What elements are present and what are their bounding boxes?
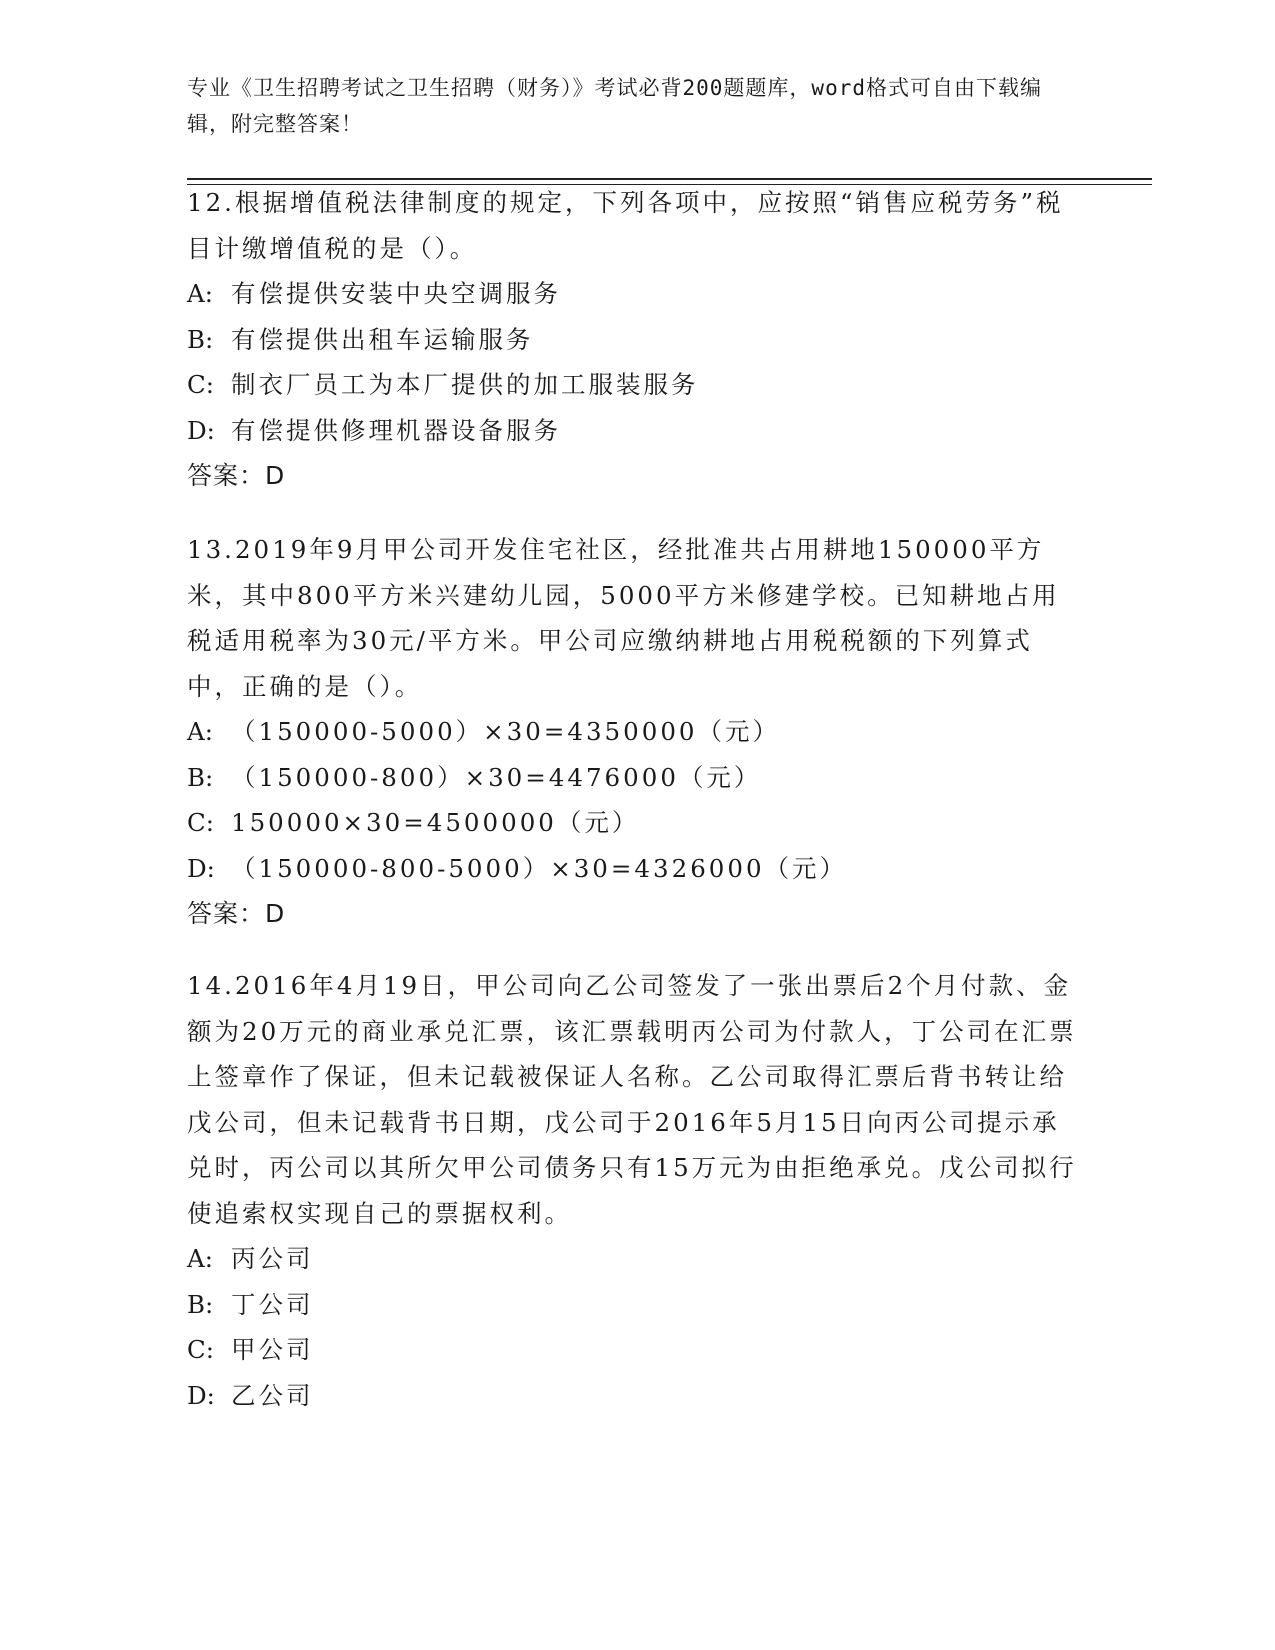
option-text: 甲公司 xyxy=(231,1335,314,1364)
question-12 xyxy=(187,180,1082,499)
option-d xyxy=(187,846,1082,892)
question-stem: 13.2019年9月甲公司开发住宅社区，经批准共占用耕地150000平方米，其中800平方米兴建幼儿园，5000平方米修建学校。已知耕地占用税适用税率为30元/平方米。甲公司应缴纳耕地占用税税额的下列算式中，正确的是（）。 xyxy=(187,535,1060,701)
option-letter: B: xyxy=(187,1289,214,1319)
option-c xyxy=(187,800,1082,846)
option-b xyxy=(187,317,1082,363)
option-text: 丙公司 xyxy=(231,1244,314,1273)
option-letter: A: xyxy=(187,279,213,308)
question-stem: 12.根据增值税法律制度的规定，下列各项中，应按照“销售应税劳务”税目计缴增值税的是（）。 xyxy=(187,188,1064,263)
option-d xyxy=(187,408,1082,454)
option-text: （150000-5000）×30=4350000（元） xyxy=(231,717,780,746)
option-text: （150000-800-5000）×30=4326000（元） xyxy=(231,853,848,883)
option-letter: C: xyxy=(187,808,215,837)
option-letter: C: xyxy=(187,1335,215,1364)
question-14 xyxy=(187,963,1082,1418)
option-d xyxy=(187,1373,1082,1419)
option-text: （150000-800）×30=4476000（元） xyxy=(231,762,762,792)
option-letter: A: xyxy=(187,1244,213,1273)
option-c xyxy=(187,362,1082,408)
option-letter: C: xyxy=(187,370,215,399)
option-letter: D: xyxy=(187,853,215,883)
option-text: 丁公司 xyxy=(231,1289,314,1319)
option-letter: D: xyxy=(187,1380,215,1410)
option-letter: B: xyxy=(187,762,214,792)
option-a xyxy=(187,1236,1082,1282)
option-b xyxy=(187,755,1082,801)
option-text: 有偿提供出租车运输服务 xyxy=(231,324,534,354)
option-letter: D: xyxy=(187,415,215,445)
option-b xyxy=(187,1282,1082,1328)
option-a xyxy=(187,271,1082,317)
answer: 答案：D xyxy=(187,899,286,928)
answer: 答案：D xyxy=(187,461,286,490)
option-letter: A: xyxy=(187,717,213,746)
option-letter: B: xyxy=(187,324,214,354)
option-text: 制衣厂员工为本厂提供的加工服装服务 xyxy=(231,370,699,399)
document-header: 专业《卫生招聘考试之卫生招聘（财务）》考试必背200题题库，word格式可自由下载编辑，附完整答案！ xyxy=(187,76,1042,136)
option-text: 有偿提供修理机器设备服务 xyxy=(231,415,561,445)
option-text: 150000×30=4500000（元） xyxy=(231,808,640,837)
question-stem: 14.2016年4月19日，甲公司向乙公司签发了一张出票后2个月付款、金额为20万元的商业承兑汇票，该汇票载明丙公司为付款人，丁公司在汇票上签章作了保证，但未记载被保证人名称。乙公司取得汇票后背书转让给戊公司，但未记载背书日期，戊公司于2016年5月15日向丙公司提示承兑时，丙公司以其所欠甲公司债务只有15万元为由拒绝承兑。戊公司拟行使追索权实现自己的票据权利。 xyxy=(187,971,1077,1228)
option-text: 有偿提供安装中央空调服务 xyxy=(231,279,561,308)
question-13 xyxy=(187,527,1082,937)
option-c xyxy=(187,1327,1082,1373)
option-a xyxy=(187,709,1082,755)
option-text: 乙公司 xyxy=(231,1380,314,1410)
